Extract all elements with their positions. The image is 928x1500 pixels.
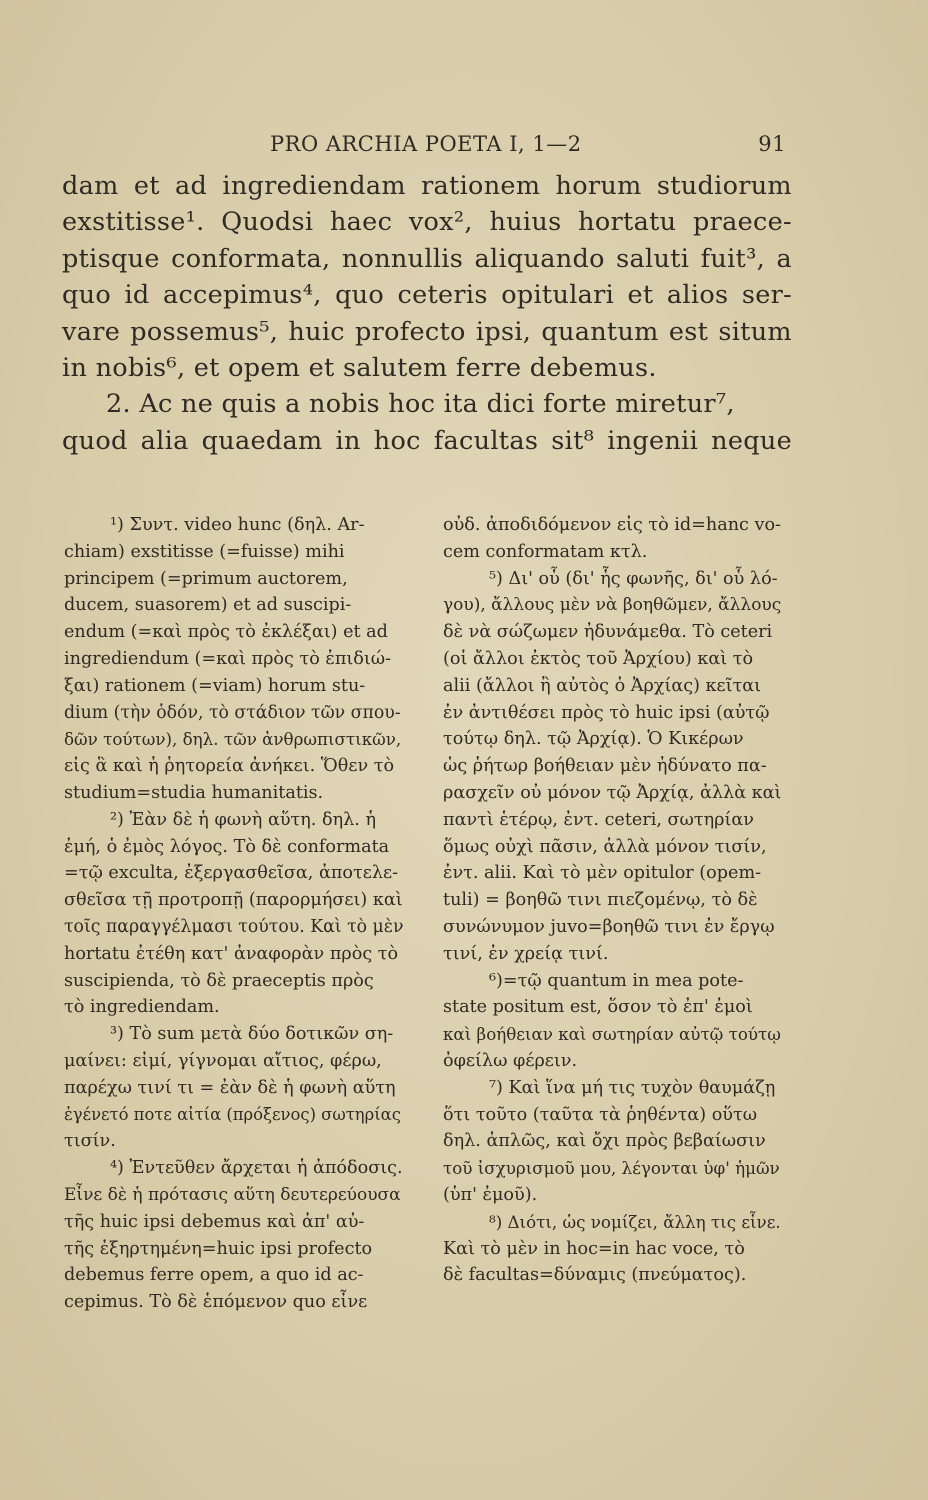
word: dam [62, 171, 119, 201]
footnote-line: ὀφείλω φέρειν. [443, 1050, 578, 1071]
footnotes-right-column [443, 512, 783, 1289]
footnote-line: παρέχω τινί τι = ἐὰν δὲ ἡ φωνὴ αὕτη [64, 1077, 396, 1098]
footnote-line: Εἶνε δὲ ἡ πρότασις αὕτη δευτερεύουσα [64, 1184, 401, 1205]
word: exstitisse¹. [62, 207, 205, 238]
footnote-line: ἐμή, ὁ ἐμὸς λόγος. Τὸ δὲ conformata [64, 836, 390, 857]
word: ser- [741, 280, 792, 311]
text-line [62, 204, 792, 240]
text-line [62, 314, 792, 350]
footnote-line: συνώνυμον juvo=βοηθῶ τινι ἐν ἔργῳ [443, 916, 775, 937]
footnote-line: (οἱ ἄλλοι ἐκτὸς τοῦ Ἀρχίου) καὶ τὸ [443, 648, 754, 669]
word: est [668, 316, 709, 347]
running-header [64, 128, 786, 164]
footnote-line: suscipienda, τὸ δὲ praeceptis πρὸς [64, 970, 374, 991]
word: situm [718, 316, 792, 347]
footnote-line: σθεῖσα τῇ προτροπῇ (παρορμήσει) καὶ [64, 890, 403, 911]
word: horum [555, 171, 642, 201]
footnote-line: debemus ferre opem, a quo id ac- [64, 1265, 364, 1286]
word: vare [62, 316, 121, 347]
footnote-line: οὐδ. ἀποδιδόμενον εἰς τὸ id=hanc vo- [443, 515, 781, 535]
word: aliquando [474, 243, 605, 274]
word: conformata, [171, 243, 331, 274]
footnote-line: μαίνει: εἰμί, γίγνομαι αἴτιος, φέρω, [64, 1050, 382, 1071]
footnote-line: ducem, suasorem) et ad suscipi- [64, 595, 352, 616]
word: hoc [373, 425, 421, 456]
footnote-line: ὡς ῥήτωρ βοήθειαν μὲν ἠδύνατο πα- [443, 756, 767, 777]
footnote-line: ⁸) Διότι, ὡς νομίζει, ἄλλη τις εἶνε. [489, 1211, 781, 1232]
text-line: in nobis⁶, et opem et salutem ferre debemus. [62, 352, 657, 383]
footnote-line: ὅμως οὐχὶ πᾶσιν, ἀλλὰ μόνον τισίν, [443, 836, 767, 857]
word: ceteris [397, 280, 488, 311]
word: haec [329, 207, 393, 238]
word: huic [288, 316, 345, 347]
footnote-line: ὅτι τοῦτο (ταῦτα τὰ ῥηθέντα) οὕτω [443, 1104, 758, 1125]
footnote-line: δῶν τούτων), δηλ. τῶν ἀνθρωπιστικῶν, [64, 729, 402, 750]
footnote-line: τισίν. [64, 1131, 116, 1152]
word: praece- [693, 207, 792, 238]
footnote-line: =τῷ exculta, ἐξεργασθεῖσα, ἀποτελε- [64, 863, 399, 884]
word: ad [175, 171, 208, 201]
word: Quodsi [221, 207, 314, 238]
word: ingrediendam [222, 171, 406, 201]
page-number: 91 [758, 132, 786, 156]
word: ptisque [62, 243, 160, 274]
word: quantum [541, 316, 659, 347]
word: alia [140, 425, 189, 456]
footnote-line: Καὶ τὸ μὲν in hoc=in hac voce, τὸ [443, 1238, 745, 1259]
footnote-line: state positum est, ὅσον τὸ ἐπ' ἐμοὶ [443, 997, 753, 1018]
footnote-line: τοῦ ἰσχυρισμοῦ μου, λέγονται ὑφ' ἡμῶν [443, 1158, 780, 1179]
word: possemus⁵, [130, 316, 279, 347]
word: huius [489, 207, 562, 238]
footnote-line: δηλ. ἁπλῶς, καὶ ὄχι πρὸς βεβαίωσιν [443, 1131, 766, 1152]
footnote-line: ⁷) Καὶ ἵνα μή τις τυχὸν θαυμάζῃ [489, 1077, 776, 1098]
text-line [62, 241, 792, 277]
footnote-line: εἰς ἃ καὶ ἡ ῥητορεία ἀνήκει. Ὅθεν τὸ [64, 756, 395, 777]
text-line [62, 423, 792, 459]
footnote-line: ρασχεῖν οὐ μόνον τῷ Ἀρχίᾳ, ἀλλὰ καὶ [443, 782, 782, 803]
footnote-line: τινί, ἐν χρείᾳ τινί. [443, 943, 609, 964]
footnote-line: (ὑπ' ἐμοῦ). [443, 1184, 538, 1205]
footnote-line: δὲ facultas=δύναμις (πνεύματος). [443, 1265, 747, 1286]
footnote-line: τῆς ἐξηρτημένη=huic ipsi profecto [64, 1238, 373, 1259]
footnote-line: dium (τὴν ὁδόν, τὸ στάδιον τῶν σπου- [64, 702, 401, 723]
word: sit⁸ [551, 425, 595, 456]
footnote-line: ⁵) Δι' οὗ (δι' ἧς φωνῆς, δι' οὗ λό- [489, 568, 778, 589]
word: quo [335, 280, 385, 311]
word: vox², [408, 207, 473, 238]
footnote-line: cepimus. Τὸ δὲ ἑπόμενον quo εἶνε [64, 1292, 368, 1313]
footnote-line: ⁶)=τῷ quantum in mea pote- [489, 970, 744, 991]
word: facultas [433, 425, 539, 456]
footnote-line: ¹) Συντ. video hunc (δηλ. Ar- [110, 515, 365, 535]
footnote-line: tuli) = βοηθῶ τινι πιεζομένῳ, τὸ δὲ [443, 890, 758, 911]
footnote-line: cem conformatam κτλ. [443, 541, 648, 562]
word: et [133, 171, 160, 201]
word: id [124, 280, 150, 311]
footnote-line: ²) Ἐὰν δὲ ἡ φωνὴ αὕτη. δηλ. ἡ [110, 809, 376, 830]
word: fuit³, [700, 243, 766, 274]
footnote-line: alii (ἄλλοι ἢ αὐτὸς ὁ Ἀρχίας) κεῖται [443, 675, 762, 696]
footnote-line: ἐντ. alii. Καὶ τὸ μὲν opitulor (opem- [443, 863, 762, 884]
footnote-line: τούτῳ δηλ. τῷ Ἀρχίᾳ). Ὁ Κικέρων [443, 729, 744, 750]
footnote-line: δὲ νὰ σώζωμεν ἠδυνάμεθα. Τὸ ceteri [443, 622, 773, 643]
footnote-line: ³) Τὸ sum μετὰ δύο δοτικῶν ση- [110, 1024, 394, 1045]
word: opitulari [501, 280, 615, 311]
footnote-line: endum (=καὶ πρὸς τὸ ἐκλέξαι) et ad [64, 622, 388, 643]
word: saluti [616, 243, 690, 274]
footnote-line: τοῖς παραγγέλμασι τούτου. Καὶ τὸ μὲν [64, 916, 404, 937]
footnote-line: γου), ἄλλους μὲν νὰ βοηθῶμεν, ἄλλους [443, 595, 782, 616]
word: ingenii [607, 425, 699, 456]
word: rationem [421, 171, 541, 201]
footnote-line: ingrediendum (=καὶ πρὸς τὸ ἐπιδιώ- [64, 648, 392, 669]
word: profecto [355, 316, 466, 347]
word: alios [666, 280, 729, 311]
word: nonnullis [341, 243, 464, 274]
footnote-line: τὸ ingrediendam. [64, 997, 220, 1018]
word: a [776, 243, 792, 274]
running-title: PRO ARCHIA POETA I, 1—2 [270, 132, 582, 156]
word: et [627, 280, 654, 311]
footnotes-left-column [64, 512, 404, 1316]
footnote-line: παντὶ ἑτέρῳ, ἐντ. ceteri, σωτηρίαν [443, 809, 755, 830]
footnote-line: ἐν ἀντιθέσει πρὸς τὸ huic ipsi (αὐτῷ [443, 702, 770, 723]
word: accepimus⁴, [162, 280, 322, 311]
word: studiorum [656, 171, 792, 201]
footnote-line: principem (=primum auctorem, [64, 568, 348, 589]
footnote-line: ἐγένετό ποτε αἰτία (πρόξενος) σωτηρίας [64, 1104, 401, 1124]
footnote-line: ⁴) Ἐντεῦθεν ἄρχεται ἡ ἀπόδοσις. [110, 1158, 403, 1179]
word: quod [62, 425, 128, 456]
footnote-line: καὶ βοήθειαν καὶ σωτηρίαν αὐτῷ τούτῳ [443, 1024, 781, 1045]
text-line [62, 168, 792, 204]
footnote-line: τῆς huic ipsi debemus καὶ ἀπ' αὐ- [64, 1211, 365, 1232]
footnote-line: chiam) exstitisse (=fuisse) mihi [64, 541, 345, 562]
word: in [335, 425, 361, 456]
word: hortatu [578, 207, 677, 238]
word: neque [711, 425, 792, 456]
word: quo [62, 280, 111, 311]
text-line [62, 277, 792, 313]
footnote-line: ξαι) rationem (=viam) horum stu- [64, 675, 366, 696]
footnote-line: hortatu ἐτέθη κατ' ἀναφορὰν πρὸς τὸ [64, 943, 399, 964]
word: quaedam [201, 425, 323, 456]
main-text [62, 168, 792, 459]
word: ipsi, [475, 316, 532, 347]
footnote-line: studium=studia humanitatis. [64, 782, 324, 803]
text-line: 2. Ac ne quis a nobis hoc ita dici forte miretur⁷, [106, 389, 735, 420]
